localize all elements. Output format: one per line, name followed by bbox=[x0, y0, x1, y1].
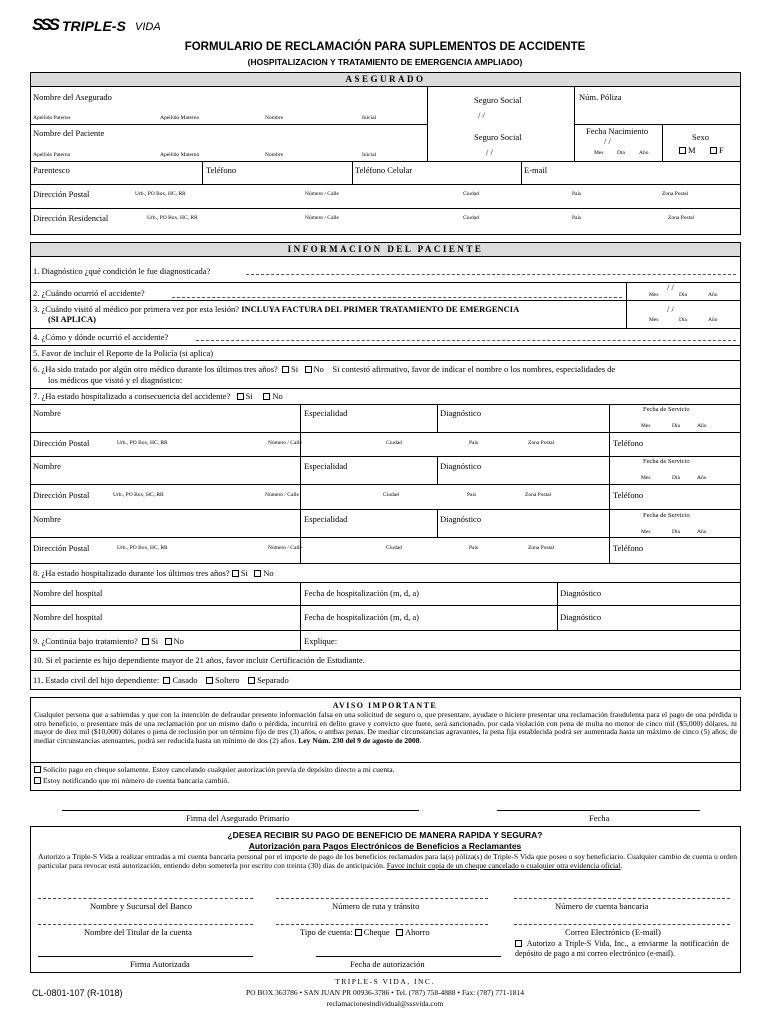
deposit-body-underline: Favor incluir copia de un cheque cancelado o cualquier otra evidencia oficial bbox=[386, 860, 621, 870]
numero-calle-label: Número / Calle bbox=[268, 440, 302, 446]
doctor-nombre-field[interactable]: Nombre bbox=[33, 408, 61, 418]
q3-date-field[interactable]: / / bbox=[667, 304, 674, 314]
apellido-materno-label: Apellido Materno bbox=[160, 152, 200, 158]
urb-label: Urb., PO Box, HC, RR bbox=[135, 191, 186, 197]
mes-label: Mes bbox=[641, 529, 651, 535]
zona-postal-label: Zona Postal bbox=[528, 440, 555, 446]
num-poliza-label: Núm. Póliza bbox=[579, 92, 622, 102]
fecha-nacimiento-field[interactable]: / / bbox=[604, 136, 611, 146]
telefono-celular-field[interactable]: Teléfono Celular bbox=[355, 165, 413, 175]
seguro-social-label: Seguro Social bbox=[474, 95, 522, 105]
cuenta-label: Número de cuenta bancaria bbox=[555, 901, 649, 911]
banco-line[interactable] bbox=[38, 898, 253, 899]
q6-si-checkbox[interactable] bbox=[282, 366, 289, 373]
ssn-field[interactable]: / / bbox=[486, 147, 493, 157]
q4-label: 4. ¿Cómo y dónde ocurrió el accidente? bbox=[33, 332, 169, 342]
zona-postal-label: Zona Postal bbox=[662, 191, 689, 197]
inicial-label: Inicial bbox=[362, 152, 377, 158]
urb-label: Urb., PO Box, HC, RR bbox=[147, 215, 198, 221]
deposit-question: ¿DESEA RECIBIR SU PAGO DE BENEFICIO DE MANERA RAPIDA Y SEGURA? bbox=[227, 830, 543, 840]
ruta-label: Número de ruta y tránsito bbox=[332, 901, 420, 911]
doctor-especialidad-field[interactable]: Especialidad bbox=[304, 461, 348, 471]
hospital-diagnostico-field[interactable]: Diagnóstico bbox=[560, 612, 602, 622]
deposit-subtitle: Autorización para Pagos Electrónicos de Beneficios a Reclamantes bbox=[248, 841, 522, 851]
q8-no-checkbox[interactable] bbox=[254, 570, 261, 577]
direccion-postal-label: Dirección Postal bbox=[33, 189, 90, 199]
checkbox-icon bbox=[710, 147, 717, 154]
firma-autorizada-line[interactable] bbox=[38, 956, 253, 957]
firma-asegurado-line[interactable] bbox=[62, 810, 419, 811]
sexo-f-checkbox[interactable] bbox=[710, 146, 724, 155]
ano-label: Año bbox=[697, 529, 707, 535]
q4-input-line[interactable] bbox=[196, 340, 736, 341]
checkbox-icon bbox=[679, 147, 686, 154]
parentesco-field[interactable]: Parentesco bbox=[33, 165, 70, 175]
doctor-nombre-field[interactable]: Nombre bbox=[33, 514, 61, 524]
q6-continuation: los médicos que visitó y el diagnóstico: bbox=[48, 375, 183, 385]
q3-aplica-label: (SI APLICA) bbox=[48, 314, 96, 324]
ruta-line[interactable] bbox=[276, 898, 488, 899]
dia-label: Día bbox=[679, 317, 687, 323]
ciudad-label: Ciudad bbox=[383, 492, 399, 498]
nombre-paciente-label: Nombre del Paciente bbox=[33, 128, 105, 138]
cuenta-line[interactable] bbox=[514, 898, 730, 899]
q9-si-checkbox[interactable] bbox=[142, 638, 149, 645]
mes-label: Mes bbox=[641, 423, 651, 429]
separado-checkbox[interactable] bbox=[248, 677, 255, 684]
fecha-nacimiento-label: Fecha Nacimiento bbox=[586, 126, 649, 136]
direccion-residencial-label: Dirección Residencial bbox=[33, 213, 109, 223]
q2-date-field[interactable]: / / bbox=[667, 282, 674, 292]
mes-label: Mes bbox=[594, 150, 604, 156]
banco-label: Nombre y Sucursal del Banco bbox=[90, 901, 192, 911]
mes-label: Mes bbox=[649, 292, 659, 298]
ciudad-label: Ciudad bbox=[463, 191, 479, 197]
q9-explique-field[interactable]: Explique: bbox=[304, 636, 338, 646]
q3-label: 3. ¿Cuándo visitó al médico por primera vez por esta lesión? INCLUYA FACTURA DEL PRIMER TRATAMIENTO DE EMERGENCIA bbox=[33, 304, 520, 314]
ano-label: Año bbox=[639, 150, 649, 156]
checkbox-icon bbox=[515, 940, 522, 947]
q6-label: 6. ¿Ha sido tratado por algún otro médico durante los últimos tres años? Si No Si contestó afirmativo, favor de indicar el nombre o los nombres, especialidades de bbox=[33, 364, 616, 374]
hospital-nombre-field[interactable]: Nombre del hospital bbox=[33, 588, 103, 598]
form-subtitle: (HOSPITALIZACION Y TRATAMIENTO DE EMERGENCIA AMPLIADO) bbox=[247, 57, 523, 67]
aviso-law: Ley Núm. 230 del 9 de agosto de 2008 bbox=[298, 735, 420, 745]
numero-calle-label: Número / Calle bbox=[305, 191, 339, 197]
telefono-field[interactable]: Teléfono bbox=[206, 165, 237, 175]
q5-label: 5. Favor de incluir el Reporte de la Policía (si aplica) bbox=[33, 348, 214, 358]
firma-asegurado-label: Firma del Asegurado Primario bbox=[186, 813, 290, 823]
q9-label: 9. ¿Continúa bajo tratamiento? Si No bbox=[33, 636, 184, 646]
q9-no-checkbox[interactable] bbox=[165, 638, 172, 645]
aviso-body: Cualquier persona que a sabiendas y que con la intención de defraudar presente información falsa en una solicitud de seguro o, que presentare, ayudare o hiciere presentar una reclamación fraudulenta para el pago de una pérdida u otro beneficio, o presentare más de una reclamación por un mismo daño o pérdida, incurrirá en delito grave y convicto que fuere, será sancionado, por cada violación con pena de multa no menor de cinco mil ($5,000) dólares, ni mayor de diez mil ($10,000) dólares o pena de reclusión por un término fijo de tres (3) años, o ambas penas. De mediar circunstancias agravantes, la pena fija establecida podrá ser aumentada hasta un máximo de cinco (5) años; de mediar circunstancias atenuantes, podrá ser reducida hasta un mínimo de dos (2) años. Ley Núm. 230 del 9 de agosto de 2008. bbox=[34, 710, 737, 745]
footer-company: TRIPLE-S VIDA, INC. bbox=[335, 977, 435, 986]
fecha-line[interactable] bbox=[497, 810, 700, 811]
autorizo-email-checkbox[interactable]: Autorizo a Triple-S Vida, Inc., a enviarme la notificación de depósito de pago a mi correo electrónico (e-mail). bbox=[515, 939, 729, 958]
tipo-cuenta-line bbox=[276, 924, 488, 925]
mes-label: Mes bbox=[649, 317, 659, 323]
q11-label: 11. Estado civil del hijo dependiente: Casado Soltero Separado bbox=[33, 675, 289, 685]
asegurado-band: ASEGURADO bbox=[30, 72, 741, 87]
firma-autorizada-label: Firma Autorizada bbox=[130, 959, 190, 969]
titular-line[interactable] bbox=[38, 924, 253, 925]
q7-label: 7. ¿Ha estado hospitalizado a consecuencia del accidente? Si No bbox=[33, 391, 283, 401]
pais-label: País bbox=[469, 545, 479, 551]
numero-calle-label: Número / Calle bbox=[265, 492, 299, 498]
doctor-diagnostico-field[interactable]: Diagnóstico bbox=[440, 461, 482, 471]
q3-emphasis: INCLUYA FACTURA DEL PRIMER TRATAMIENTO DE EMERGENCIA bbox=[241, 304, 520, 314]
sexo-label: Sexo bbox=[692, 132, 709, 142]
q1-label: 1. Diagnóstico ¿qué condición le fue diagnosticada? bbox=[33, 266, 211, 276]
tipo-cuenta-label: Tipo de cuenta: Cheque Ahorro bbox=[300, 927, 430, 937]
hospital-fecha-field[interactable]: Fecha de hospitalización (m, d, a) bbox=[304, 588, 419, 598]
casado-checkbox[interactable] bbox=[163, 677, 170, 684]
direccion-postal-field[interactable] bbox=[130, 186, 740, 207]
q8-si-checkbox[interactable] bbox=[232, 570, 239, 577]
ano-label: Año bbox=[708, 317, 718, 323]
pais-label: País bbox=[467, 492, 477, 498]
ano-label: Año bbox=[697, 423, 707, 429]
q7-no-checkbox[interactable] bbox=[263, 393, 270, 400]
logo-name: TRIPLE-S bbox=[62, 18, 126, 34]
form-title: FORMULARIO DE RECLAMACIÓN PARA SUPLEMENTOS DE ACCIDENTE bbox=[184, 41, 586, 53]
checkbox-icon bbox=[34, 777, 41, 784]
footer-address: PO BOX 363786 • SAN JUAN PR 00936-3786 • Tel. (787) 758-4888 • Fax: (787) 771-1814 bbox=[245, 988, 525, 997]
fecha-servicio-label: Fecha de Servicio bbox=[643, 406, 690, 413]
inicial-label: Inicial bbox=[362, 115, 377, 121]
ano-label: Año bbox=[708, 292, 718, 298]
ahorro-checkbox[interactable] bbox=[396, 929, 403, 936]
logo-suffix: VIDA bbox=[135, 21, 161, 33]
soltero-checkbox[interactable] bbox=[206, 677, 213, 684]
pais-label: País bbox=[469, 440, 479, 446]
fecha-autorizacion-label: Fecha de autorización bbox=[350, 959, 425, 969]
fecha-servicio-label: Fecha de Servicio bbox=[643, 512, 690, 519]
doctor-diagnostico-field[interactable]: Diagnóstico bbox=[440, 514, 482, 524]
doctor-especialidad-field[interactable]: Especialidad bbox=[304, 514, 348, 524]
dia-label: Día bbox=[617, 150, 625, 156]
doctor-telefono-field[interactable]: Teléfono bbox=[613, 438, 644, 448]
doctor-nombre-field[interactable]: Nombre bbox=[33, 461, 61, 471]
ciudad-label: Ciudad bbox=[386, 545, 402, 551]
email-field[interactable]: E-mail bbox=[524, 165, 548, 175]
q2-label: 2. ¿Cuándo ocurrió el accidente? bbox=[33, 288, 145, 298]
form-code: CL-0801-107 (R-1018) bbox=[32, 988, 123, 998]
doctor-telefono-field[interactable]: Teléfono bbox=[613, 543, 644, 553]
opt-cuenta-checkbox[interactable]: Estoy notificando que mi número de cuenta bancaria cambió. bbox=[34, 777, 229, 785]
cheque-checkbox[interactable] bbox=[355, 929, 362, 936]
brand-logo bbox=[32, 14, 182, 36]
titular-label: Nombre del Titular de la cuenta bbox=[84, 927, 192, 937]
zona-postal-label: Zona Postal bbox=[668, 215, 695, 221]
q10-label: 10. Si el paciente es hijo dependiente mayor de 21 años, favor incluir Certificación de Estudiante. bbox=[33, 655, 365, 665]
f-label: F bbox=[719, 145, 724, 155]
dia-label: Día bbox=[672, 529, 680, 535]
num-poliza-field[interactable] bbox=[575, 104, 740, 123]
q8-label: 8. ¿Ha estado hospitalizado durante los últimos tres años? Si No bbox=[33, 568, 274, 578]
dia-label: Día bbox=[672, 423, 680, 429]
seguro-social-label: Seguro Social bbox=[474, 132, 522, 142]
nombre-asegurado-label: Nombre del Asegurado bbox=[33, 92, 112, 102]
doctor-diagnostico-field[interactable]: Diagnóstico bbox=[440, 408, 482, 418]
hospital-diagnostico-field[interactable]: Diagnóstico bbox=[560, 588, 602, 598]
q2-input-line[interactable] bbox=[172, 297, 622, 298]
nombre-label: Nombre bbox=[265, 152, 284, 158]
ciudad-label: Ciudad bbox=[463, 215, 479, 221]
correo-line[interactable] bbox=[514, 924, 730, 925]
doctor-direccion-label: Dirección Postal bbox=[33, 438, 90, 448]
ano-label: Año bbox=[697, 475, 707, 481]
pais-label: País bbox=[572, 215, 582, 221]
urb-label: Urb., PO Box, HC, RR bbox=[113, 492, 164, 498]
urb-label: Urb., PO Box, HC, RR bbox=[117, 440, 168, 446]
zona-postal-label: Zona Postal bbox=[528, 545, 555, 551]
aviso-title: AVISO IMPORTANTE bbox=[332, 701, 438, 710]
opt-cheque-checkbox[interactable]: Solicito pago en cheque solamente. Estoy cancelando cualquier autorización previa de depósito directo a mi cuenta. bbox=[34, 766, 395, 774]
logo-mark-icon: SSS bbox=[32, 15, 58, 34]
numero-calle-label: Número / Calle bbox=[305, 215, 339, 221]
q1-input-line[interactable] bbox=[246, 274, 736, 275]
apellido-paterno-label: Apellido Paterno bbox=[33, 115, 71, 121]
apellido-paterno-label: Apellido Paterno bbox=[33, 152, 71, 158]
nombre-label: Nombre bbox=[265, 115, 284, 121]
hospital-fecha-field[interactable]: Fecha de hospitalización (m, d, a) bbox=[304, 612, 419, 622]
correo-label: Correo Electrónico (E-mail) bbox=[565, 927, 661, 937]
checkbox-icon bbox=[34, 766, 41, 773]
doctor-telefono-field[interactable]: Teléfono bbox=[613, 490, 644, 500]
fecha-label: Fecha bbox=[589, 813, 610, 823]
numero-calle-label: Número / Calle bbox=[268, 545, 302, 551]
apellido-materno-label: Apellido Materno bbox=[160, 115, 200, 121]
doctor-especialidad-field[interactable]: Especialidad bbox=[304, 408, 348, 418]
ssn-field[interactable]: / / bbox=[478, 110, 485, 120]
q7-si-checkbox[interactable] bbox=[237, 393, 244, 400]
pais-label: País bbox=[572, 191, 582, 197]
dia-label: Día bbox=[679, 292, 687, 298]
ciudad-label: Ciudad bbox=[386, 440, 402, 446]
footer-email: reclamacionesindividual@sssvida.com bbox=[326, 999, 444, 1008]
urb-label: Urb., PO Box, HC, RR bbox=[117, 545, 168, 551]
fecha-autorizacion-line[interactable] bbox=[316, 956, 501, 957]
q6-no-checkbox[interactable] bbox=[305, 366, 312, 373]
paciente-band: INFORMACION DEL PACIENTE bbox=[30, 242, 741, 257]
zona-postal-label: Zona Postal bbox=[525, 492, 552, 498]
direccion-residencial-field[interactable] bbox=[142, 210, 740, 234]
doctor-direccion-label: Dirección Postal bbox=[33, 490, 90, 500]
m-label: M bbox=[688, 145, 696, 155]
mes-label: Mes bbox=[641, 475, 651, 481]
dia-label: Día bbox=[672, 475, 680, 481]
doctor-direccion-label: Dirección Postal bbox=[33, 543, 90, 553]
sexo-m-checkbox[interactable] bbox=[679, 146, 696, 155]
deposit-body: Autorizo a Triple-S Vida a realizar entradas a mi cuenta bancaria personal por el importe de pago de los beneficios reclamados para la(s) póliza(s) de Triple-S Vida que poseo o soy beneficiario. Cualquier cambio de cuenta u orden particular para revocar está autorización, entiendo debo someterla por escrito con treinta (30) días de anticipación. Favor incluir copia de un cheque cancelado o cualquier otra evidencia oficial. bbox=[38, 852, 737, 870]
fecha-servicio-label: Fecha de Servicio bbox=[643, 458, 690, 465]
hospital-nombre-field[interactable]: Nombre del hospital bbox=[33, 612, 103, 622]
